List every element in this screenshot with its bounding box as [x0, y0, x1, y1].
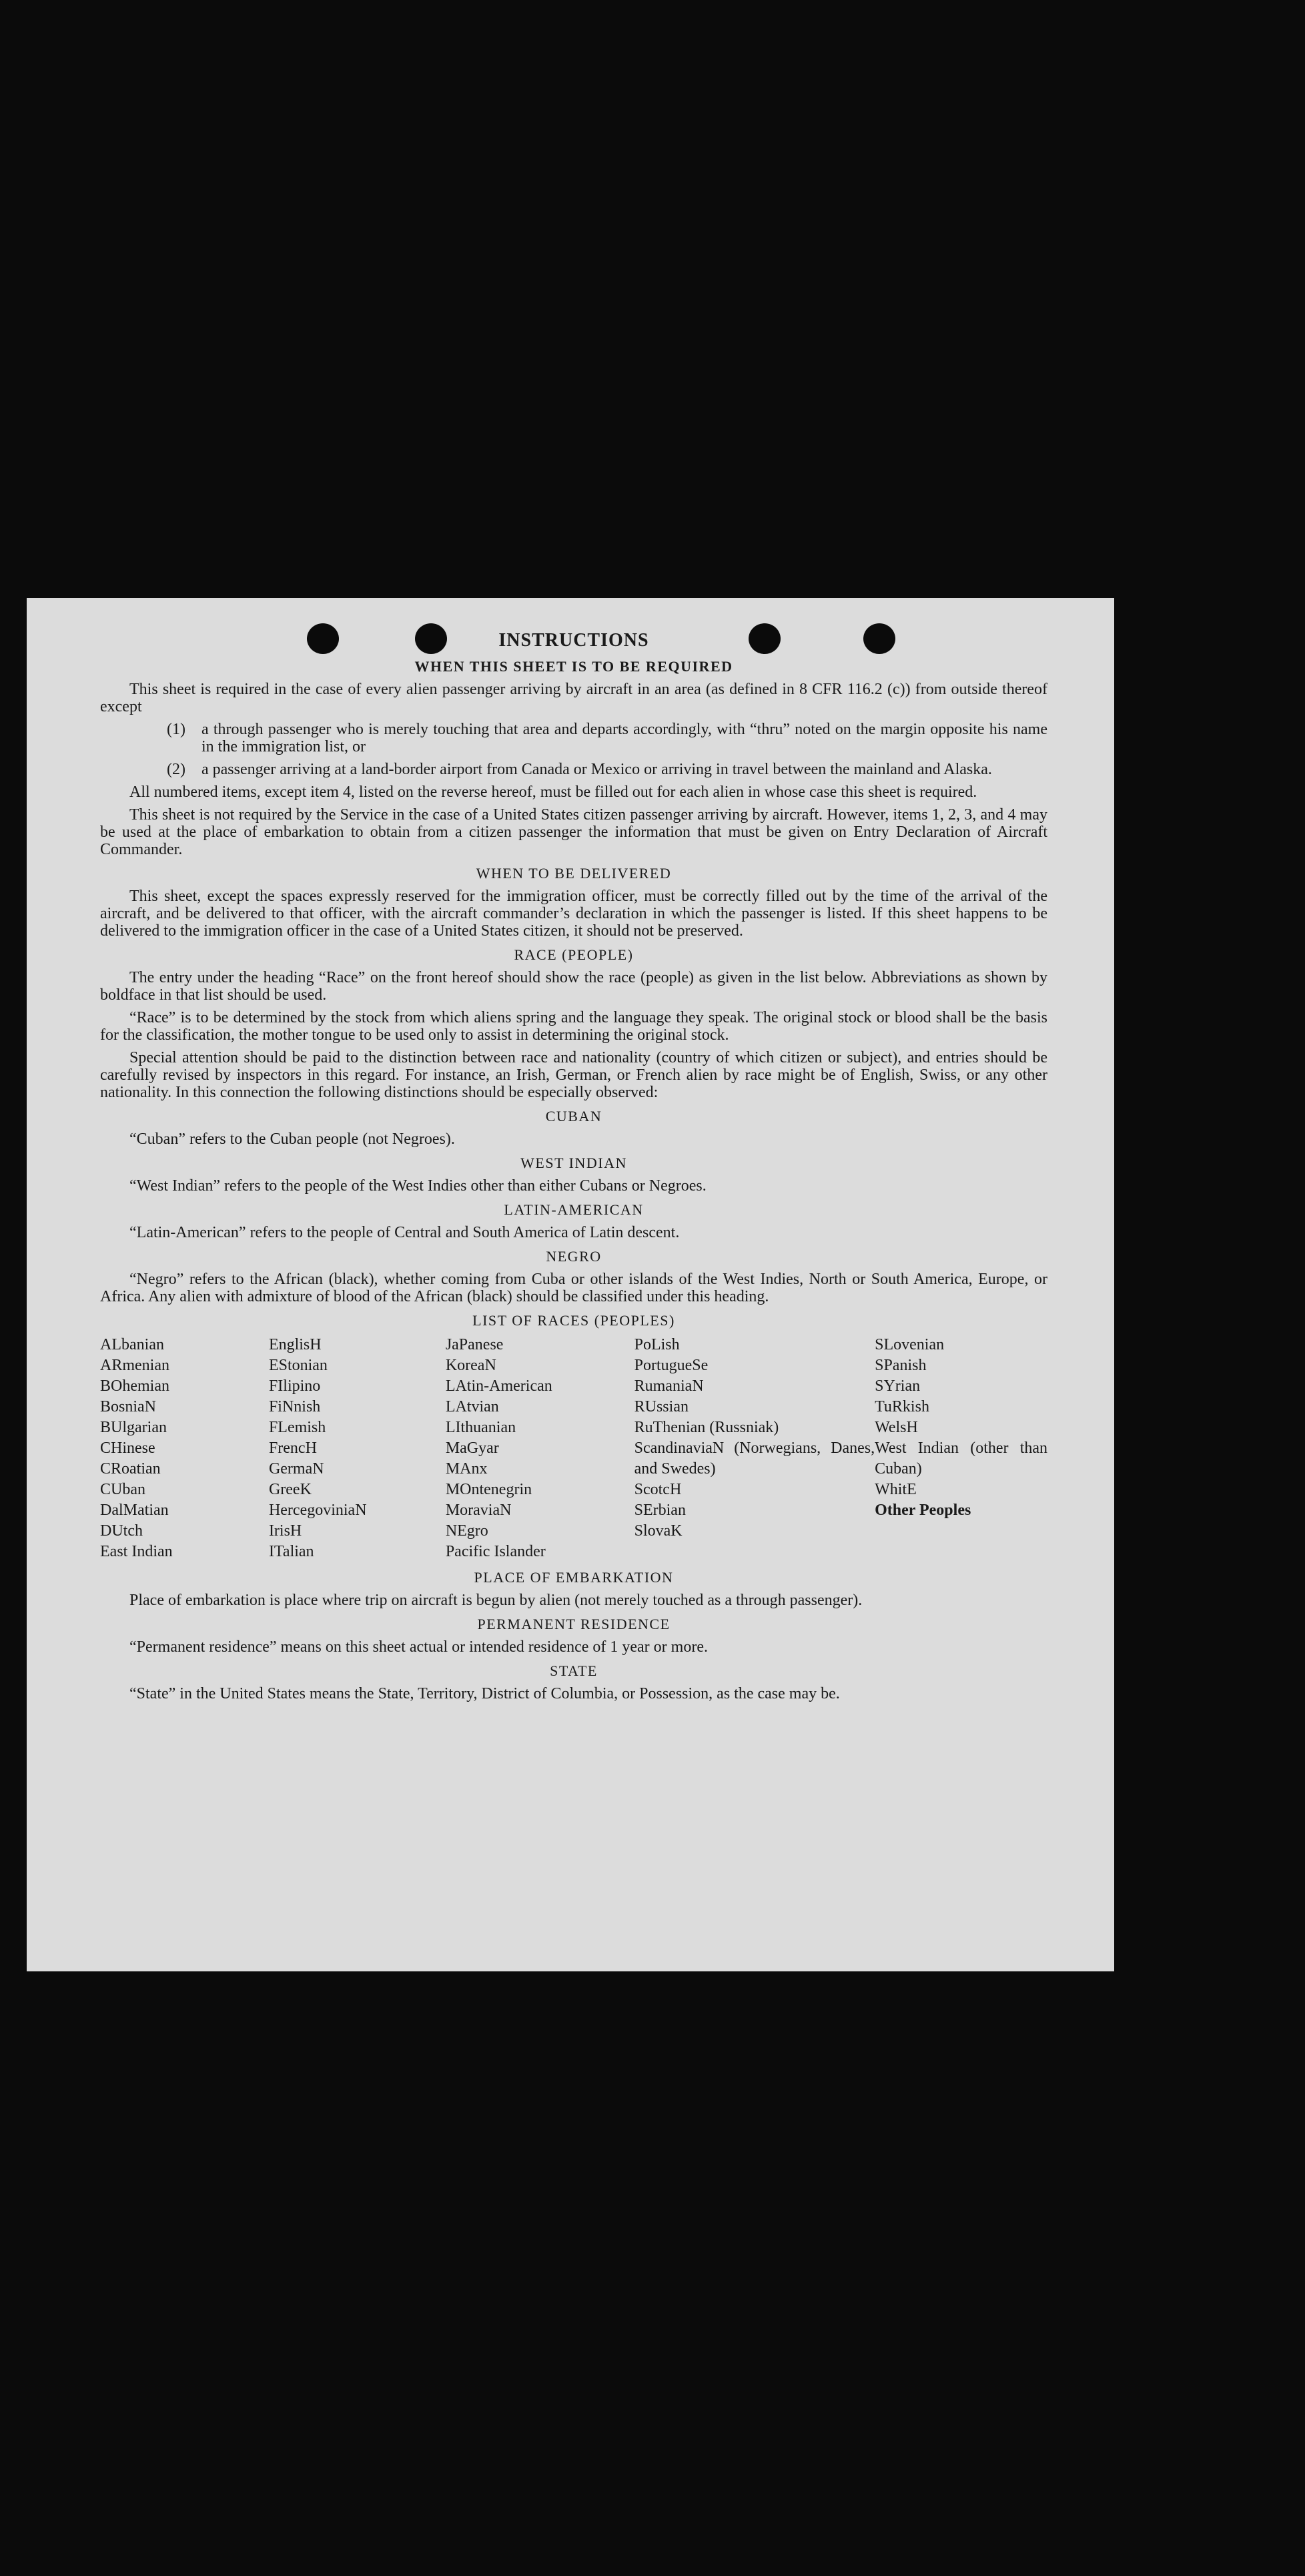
race-entry: ARmenian	[100, 1357, 169, 1374]
section-heading: PERMANENT RESIDENCE	[477, 1616, 671, 1632]
race-entry: GermaN	[268, 1460, 324, 1478]
paragraph: The entry under the heading “Race” on the front hereof should show the race (people) as given in the list below. Abbreviations as shown by boldface in that list should be used.	[100, 969, 1047, 1004]
race-entry: JaPanese	[445, 1336, 504, 1353]
race-entry: RuThenian (Russniak)	[634, 1419, 779, 1436]
section-heading: WHEN TO BE DELIVERED	[476, 865, 672, 882]
punch-hole	[307, 623, 339, 654]
section-heading: PLACE OF EMBARKATION	[474, 1569, 674, 1586]
race-entry: HercegoviniaN	[268, 1502, 367, 1519]
race-entry: DalMatian	[100, 1502, 169, 1519]
race-column	[100, 1335, 269, 1562]
paragraph: Place of embarkation is place where trip on aircraft is begun by alien (not merely touched as a through passenger).	[129, 1592, 863, 1609]
race-entry: LAtin-American	[445, 1377, 552, 1395]
punch-hole	[863, 623, 895, 654]
race-entry: MoraviaN	[445, 1502, 512, 1519]
race-entry: ScandinaviaN (Norwegians, Danes, and Swedes)	[634, 1439, 875, 1478]
paragraph: “Cuban” refers to the Cuban people (not Negroes).	[129, 1131, 455, 1148]
race-entry: BOhemian	[100, 1377, 169, 1395]
race-entry: FrencH	[268, 1439, 317, 1457]
race-column	[634, 1335, 875, 1562]
race-entry: NEgro	[445, 1522, 488, 1540]
race-entry: BosniaN	[100, 1398, 156, 1415]
race-entry: PortugueSe	[634, 1357, 709, 1374]
paragraph: “Negro” refers to the African (black), whether coming from Cuba or other islands of the West Indies, North or South America, Europe, or Africa. Any alien with admixture of blood of the African (black) should be classified under this heading.	[100, 1271, 1047, 1305]
page-title: INSTRUCTIONS	[498, 630, 649, 651]
race-entry: RUssian	[634, 1398, 689, 1415]
race-entry: ALbanian	[100, 1336, 164, 1353]
section-heading: STATE	[550, 1662, 598, 1679]
race-list	[100, 1335, 1047, 1562]
race-entry: SYrian	[875, 1377, 921, 1395]
race-entry: GreeK	[268, 1481, 312, 1498]
race-entry: TuRkish	[875, 1398, 929, 1415]
section-heading: LATIN-AMERICAN	[504, 1201, 644, 1218]
race-entry: MOntenegrin	[445, 1481, 532, 1498]
race-entry: EStonian	[268, 1357, 328, 1374]
race-entry: RumaniaN	[634, 1377, 704, 1395]
punch-hole	[415, 623, 447, 654]
section-heading: NEGRO	[546, 1248, 602, 1265]
race-entry: MaGyar	[445, 1439, 499, 1457]
race-entry: WelsH	[875, 1419, 918, 1436]
race-entry: WhitE	[875, 1481, 917, 1498]
instruction-sheet	[27, 598, 1114, 1971]
section-heading: CUBAN	[545, 1108, 602, 1124]
section-heading: RACE (PEOPLE)	[514, 946, 634, 963]
paragraph: “Race” is to be determined by the stock from which aliens spring and the language they speak. The original stock or blood shall be the basis for the classification, the mother tongue to be used only to assist in determining the original stock.	[100, 1009, 1047, 1044]
race-entry: FLemish	[268, 1419, 326, 1436]
paragraph: “State” in the United States means the State, Territory, District of Columbia, or Possession, as the case may be.	[129, 1685, 840, 1702]
paragraph: This sheet, except the spaces expressly reserved for the immigration officer, must be correctly filled out by the time of the arrival of the aircraft, and be delivered to that officer, with the aircraft commander’s declaration in which the passenger is listed. If this sheet happens to be delivered to the immigration officer in the case of a United States citizen, it should not be preserved.	[100, 888, 1047, 940]
section-heading: WEST INDIAN	[520, 1155, 627, 1171]
race-entry: KoreaN	[445, 1357, 496, 1374]
numbered-item: (2) a passenger arriving at a land-border airport from Canada or Mexico or arriving in travel between the mainland and Alaska.	[167, 761, 992, 778]
race-entry: SlovaK	[634, 1522, 683, 1540]
race-column	[269, 1335, 446, 1562]
race-entry: ScotcH	[634, 1481, 682, 1498]
race-entry: East Indian	[100, 1543, 173, 1560]
race-entry: ITalian	[268, 1543, 314, 1560]
race-entry: SLovenian	[875, 1336, 945, 1353]
race-entry: FIlipino	[268, 1377, 321, 1395]
race-entry: MAnx	[445, 1460, 488, 1478]
race-column	[875, 1335, 1047, 1562]
paragraph: “Latin-American” refers to the people of Central and South America of Latin descent.	[129, 1224, 680, 1241]
race-entry: West Indian (other than Cuban)	[875, 1439, 1048, 1478]
section-heading: LIST OF RACES (PEOPLES)	[472, 1312, 675, 1329]
race-entry: FiNnish	[268, 1398, 321, 1415]
race-entry: DUtch	[100, 1522, 143, 1540]
race-entry: CUban	[100, 1481, 145, 1498]
paragraph: “Permanent residence” means on this sheet actual or intended residence of 1 year or more.	[129, 1638, 708, 1656]
race-entry: IrisH	[268, 1522, 302, 1540]
paragraph: This sheet is required in the case of every alien passenger arriving by aircraft in an area (as defined in 8 CFR 116.2 (c)) from outside thereof except	[100, 681, 1047, 715]
race-entry: PoLish	[634, 1336, 680, 1353]
punch-hole	[749, 623, 781, 654]
race-entry: BUlgarian	[100, 1419, 167, 1436]
race-entry: LAtvian	[445, 1398, 499, 1415]
race-entry: Other Peoples	[875, 1502, 971, 1519]
section-heading: WHEN THIS SHEET IS TO BE REQUIRED	[414, 658, 733, 675]
paragraph: All numbered items, except item 4, listed on the reverse hereof, must be filled out for each alien in whose case this sheet is required.	[129, 783, 977, 801]
paragraph: This sheet is not required by the Service in the case of a United States citizen passenger arriving by aircraft. However, items 1, 2, 3, and 4 may be used at the place of embarkation to obtain from a citizen passenger the information that must be given on Entry Declaration of Aircraft Commander.	[100, 806, 1047, 858]
numbered-item: (1) a through passenger who is merely touching that area and departs accordingly, with “thru” noted on the margin opposite his name in the immigration list, or	[167, 721, 1047, 755]
race-entry: CHinese	[100, 1439, 155, 1457]
race-entry: CRoatian	[100, 1460, 161, 1478]
race-entry: Pacific Islander	[445, 1543, 546, 1560]
race-column	[446, 1335, 634, 1562]
race-entry: EnglisH	[268, 1336, 322, 1353]
race-entry: SPanish	[875, 1357, 927, 1374]
paragraph: “West Indian” refers to the people of the West Indies other than either Cubans or Negroes.	[129, 1177, 707, 1195]
race-entry: LIthuanian	[445, 1419, 516, 1436]
paragraph: Special attention should be paid to the distinction between race and nationality (country of which citizen or subject), and entries should be carefully revised by inspectors in this regard. For instance, an Irish, German, or French alien by race might be of English, Swiss, or any other nationality. In this connection the following distinctions should be especially observed:	[100, 1049, 1047, 1101]
race-entry: SErbian	[634, 1502, 686, 1519]
